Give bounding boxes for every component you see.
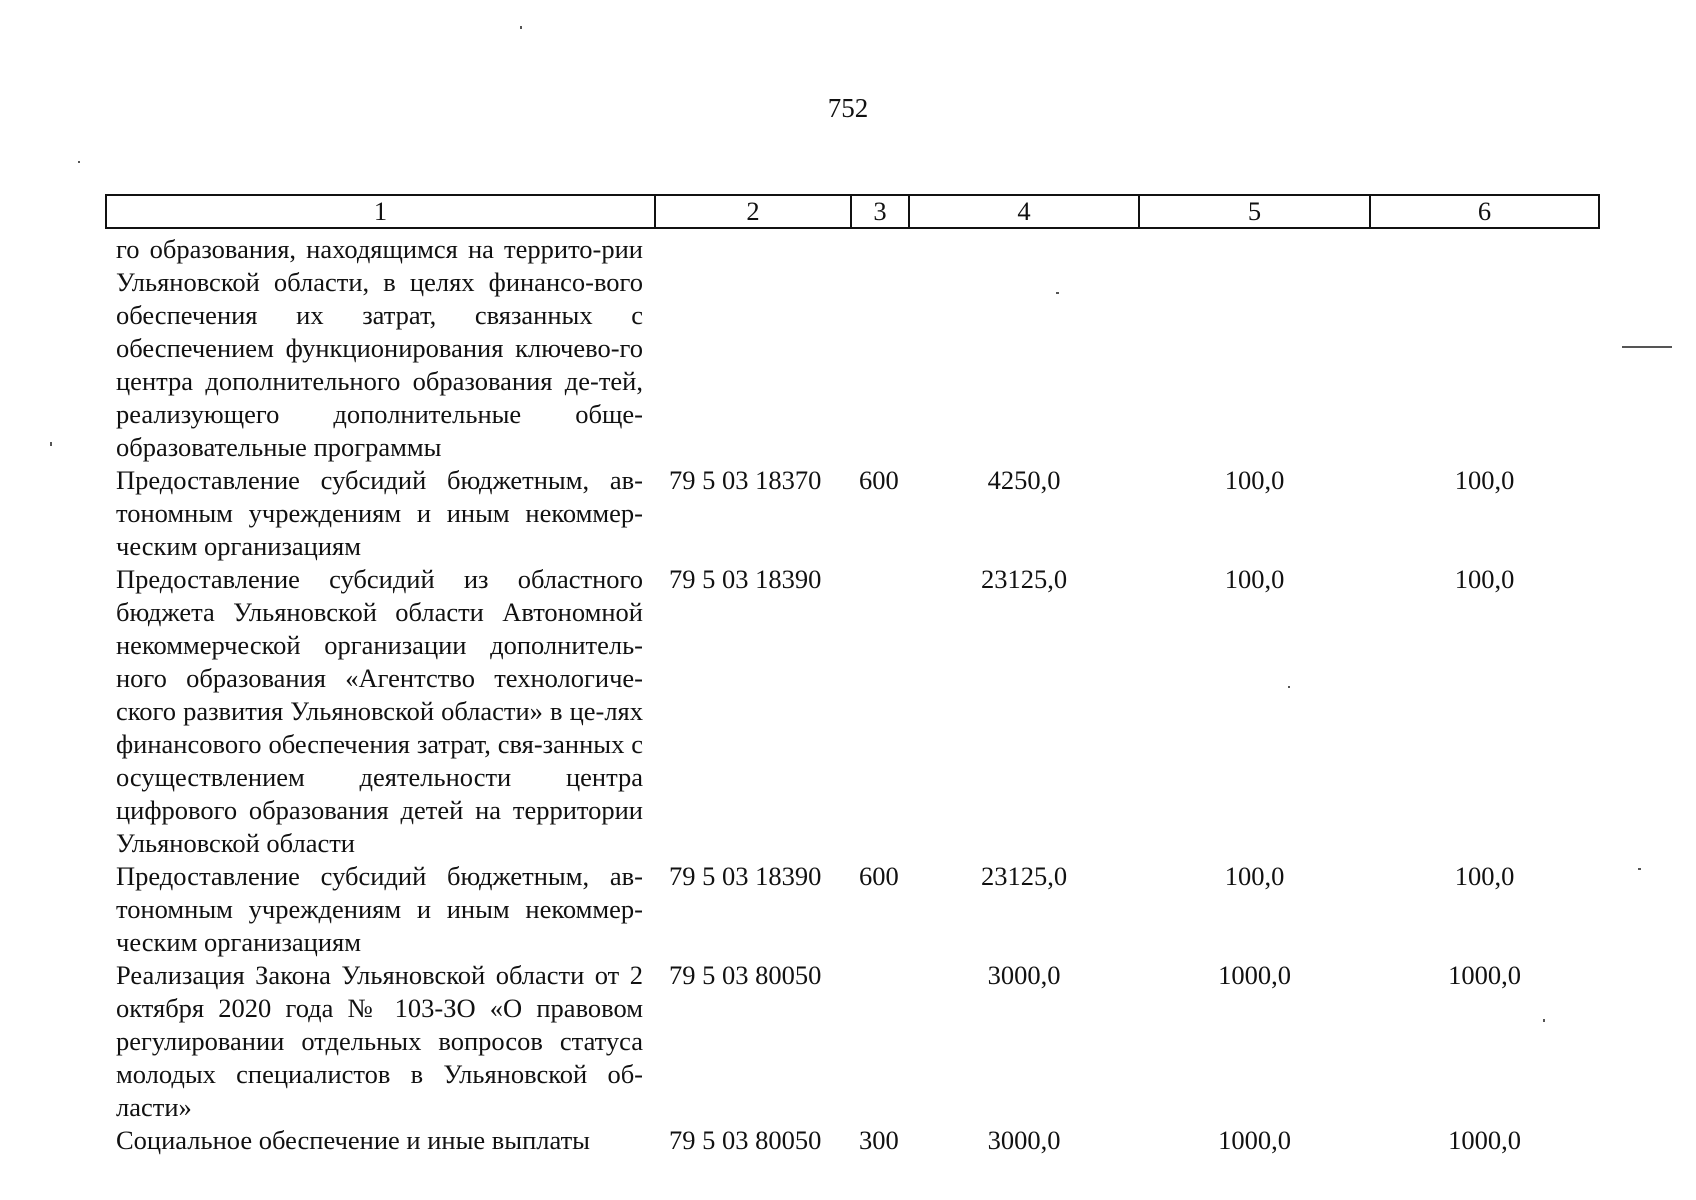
row-value-col4: 23125,0 <box>980 861 1068 891</box>
row-value-col5: 100,0 <box>1224 465 1285 495</box>
row-value-col5: 1000,0 <box>1218 960 1291 990</box>
row-code: 79 5 03 18370 <box>669 465 822 495</box>
row-value-col5 <box>1139 228 1370 464</box>
row-expense-type: 600 <box>859 465 899 495</box>
row-value-col4: 4250,0 <box>987 465 1061 495</box>
row-value-col6 <box>1370 228 1599 464</box>
row-value-col6: 1000,0 <box>1448 960 1521 990</box>
row-value-col6: 100,0 <box>1454 564 1515 594</box>
table-header-row <box>106 195 1599 228</box>
scan-speck <box>1543 1019 1545 1022</box>
row-code <box>655 228 851 464</box>
row-expense-type <box>851 228 909 464</box>
row-value-col6: 1000,0 <box>1448 1125 1521 1155</box>
table-row <box>106 1124 1599 1157</box>
row-expense-type: 300 <box>859 1125 899 1155</box>
row-value-col4: 3000,0 <box>987 1125 1061 1155</box>
scan-speck <box>50 442 52 446</box>
row-code: 79 5 03 80050 <box>669 960 822 990</box>
row-value-col5: 1000,0 <box>1218 1125 1291 1155</box>
scan-speck <box>520 26 522 29</box>
row-value-col4: 3000,0 <box>987 960 1061 990</box>
row-value-col6: 100,0 <box>1454 861 1515 891</box>
scan-speck <box>1638 868 1641 870</box>
column-header-6: 6 <box>1370 195 1599 228</box>
scan-speck <box>78 161 80 163</box>
row-description: Социальное обеспечение и иные выплаты <box>116 1125 590 1155</box>
row-code: 79 5 03 18390 <box>669 861 822 891</box>
budget-table <box>105 194 1600 1157</box>
table-row <box>106 228 1599 464</box>
row-description: Предоставление субсидий бюджетным, ав-тономным учреждениям и иным некоммер-ческим организациям <box>116 861 643 957</box>
row-description: Предоставление субсидий из областного бюджета Ульяновской области Автономной некоммерческой организации дополнитель-ного образования «Агентство технологиче-ского развития Ульяновской области» в це-лях финансового обеспечения затрат, свя-занных с осуществлением деятельности центра цифрового образования детей на территории Ульяновской области <box>116 564 643 858</box>
row-description: Предоставление субсидий бюджетным, ав-тономным учреждениям и иным некоммер-ческим организациям <box>116 465 643 561</box>
column-header-4: 4 <box>909 195 1139 228</box>
row-code: 79 5 03 18390 <box>669 564 822 594</box>
row-value-col6: 100,0 <box>1454 465 1515 495</box>
table-row <box>106 860 1599 959</box>
table-row <box>106 959 1599 1124</box>
row-value-col4 <box>909 228 1139 464</box>
row-value-col5: 100,0 <box>1224 861 1285 891</box>
column-header-5: 5 <box>1139 195 1370 228</box>
table-row <box>106 563 1599 860</box>
column-header-3: 3 <box>851 195 909 228</box>
row-description: Реализация Закона Ульяновской области от 2 октября 2020 года № 103-ЗО «О правовом регулировании отдельных вопросов статуса молодых специалистов в Ульяновской об-ласти» <box>116 960 643 1122</box>
row-expense-type: 600 <box>859 861 899 891</box>
row-value-col4: 23125,0 <box>980 564 1068 594</box>
scan-stray-line <box>1622 346 1672 348</box>
scan-speck <box>1288 686 1290 688</box>
row-expense-type <box>851 563 909 860</box>
table-row <box>106 464 1599 563</box>
row-expense-type <box>851 959 909 1124</box>
row-value-col5: 100,0 <box>1224 564 1285 594</box>
scan-speck <box>1056 292 1059 294</box>
column-header-1: 1 <box>106 195 655 228</box>
row-description: го образования, находящимся на террито-рии Ульяновской области, в целях финансо-вого обеспечения их затрат, связанных с обеспечением функционирования ключево-го центра дополнительного образования де-тей, реализующего дополнительные обще-образовательные программы <box>116 234 643 462</box>
column-header-2: 2 <box>655 195 851 228</box>
row-code: 79 5 03 80050 <box>669 1125 822 1155</box>
page-number: 752 <box>827 93 869 123</box>
